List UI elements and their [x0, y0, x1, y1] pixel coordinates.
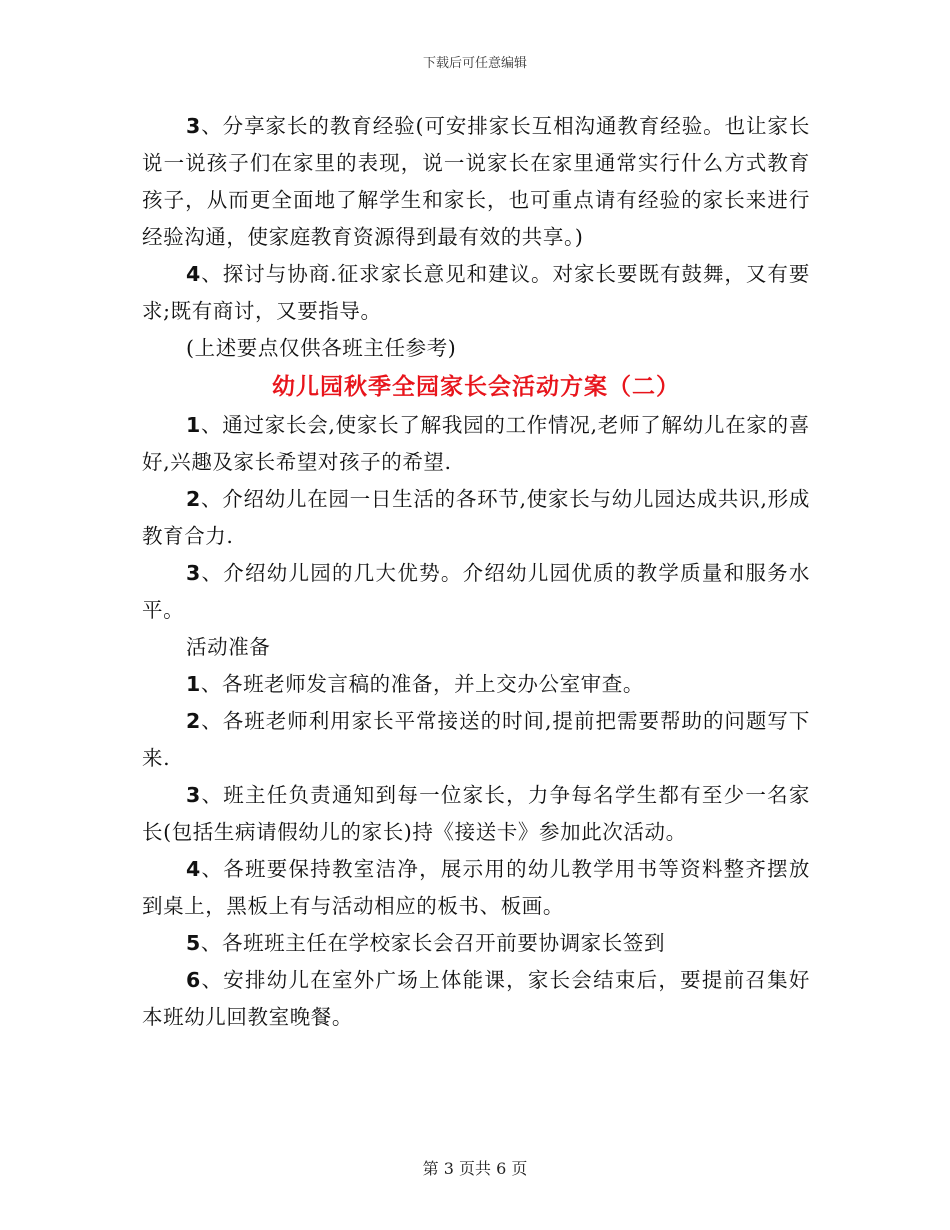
paragraph-text: 、分享家长的教育经验(可安排家长互相沟通教育经验。也让家长说一说孩子们在家里的表现，说一说家长在家里通常实行什么方式教育孩子，从而更全面地了解学生和家长，也可重点请有经验的家长来进行经验沟通，使家庭教育资源得到最有效的共享。) [142, 114, 810, 249]
prep-item [142, 666, 810, 703]
paragraph-text: 、通过家长会,使家长了解我园的工作情况,老师了解幼儿在家的喜好,兴趣及家长希望对孩子的希望. [142, 413, 810, 474]
paragraph-text: 、安排幼儿在室外广场上体能课，家长会结束后，要提前召集好本班幼儿回教室晚餐。 [142, 968, 810, 1029]
page-footer: 第 3 页共 6 页 [422, 1159, 528, 1178]
item-number: 4 [186, 857, 201, 881]
item-number: 3 [186, 561, 201, 585]
prep-item [142, 703, 810, 777]
paragraph-text: 、班主任负责通知到每一位家长，力争每名学生都有至少一名家长(包括生病请假幼儿的家长)持《接送卡》参加此次活动。 [142, 783, 810, 844]
paragraph-note [142, 330, 810, 367]
document-body [142, 108, 810, 1036]
paragraph-text: 、各班老师发言稿的准备，并上交办公室审查。 [200, 672, 644, 696]
prep-heading: 活动准备 [186, 635, 271, 659]
paragraph-text: (上述要点仅供各班主任参考) [186, 336, 457, 360]
paragraph-text: 、介绍幼儿园的几大优势。介绍幼儿园优质的教学质量和服务水平。 [142, 561, 810, 622]
section-title: 幼儿园秋季全园家长会活动方案（二） [272, 373, 680, 400]
paragraph-text: 、各班要保持教室洁净，展示用的幼儿教学用书等资料整齐摆放到桌上，黑板上有与活动相应的板书、板画。 [142, 857, 810, 918]
prep-item [142, 851, 810, 925]
paragraph-text: 、各班班主任在学校家长会召开前要协调家长签到 [200, 931, 666, 955]
item-number: 2 [186, 709, 201, 733]
paragraph-text: 、各班老师利用家长平常接送的时间,提前把需要帮助的问题写下来. [142, 709, 810, 770]
item-number: 1 [186, 413, 201, 437]
item-number: 1 [186, 672, 201, 696]
goal-item [142, 555, 810, 629]
paragraph-discussion [142, 256, 810, 330]
paragraph-sharing-experience [142, 108, 810, 256]
item-number: 2 [186, 487, 201, 511]
item-number: 5 [186, 931, 201, 955]
paragraph-text: 、探讨与协商.征求家长意见和建议。对家长要既有鼓舞，又有要求;既有商讨，又要指导。 [142, 262, 810, 323]
goal-item [142, 407, 810, 481]
item-number: 3 [186, 114, 201, 138]
item-number: 6 [186, 968, 201, 992]
goal-item [142, 481, 810, 555]
prep-item [142, 962, 810, 1036]
item-number: 4 [186, 262, 201, 286]
prep-item [142, 925, 810, 962]
item-number: 3 [186, 783, 201, 807]
page-header: 下载后可任意编辑 [422, 56, 527, 71]
paragraph-text: 、介绍幼儿在园一日生活的各环节,使家长与幼儿园达成共识,形成教育合力. [142, 487, 810, 548]
prep-item [142, 777, 810, 851]
